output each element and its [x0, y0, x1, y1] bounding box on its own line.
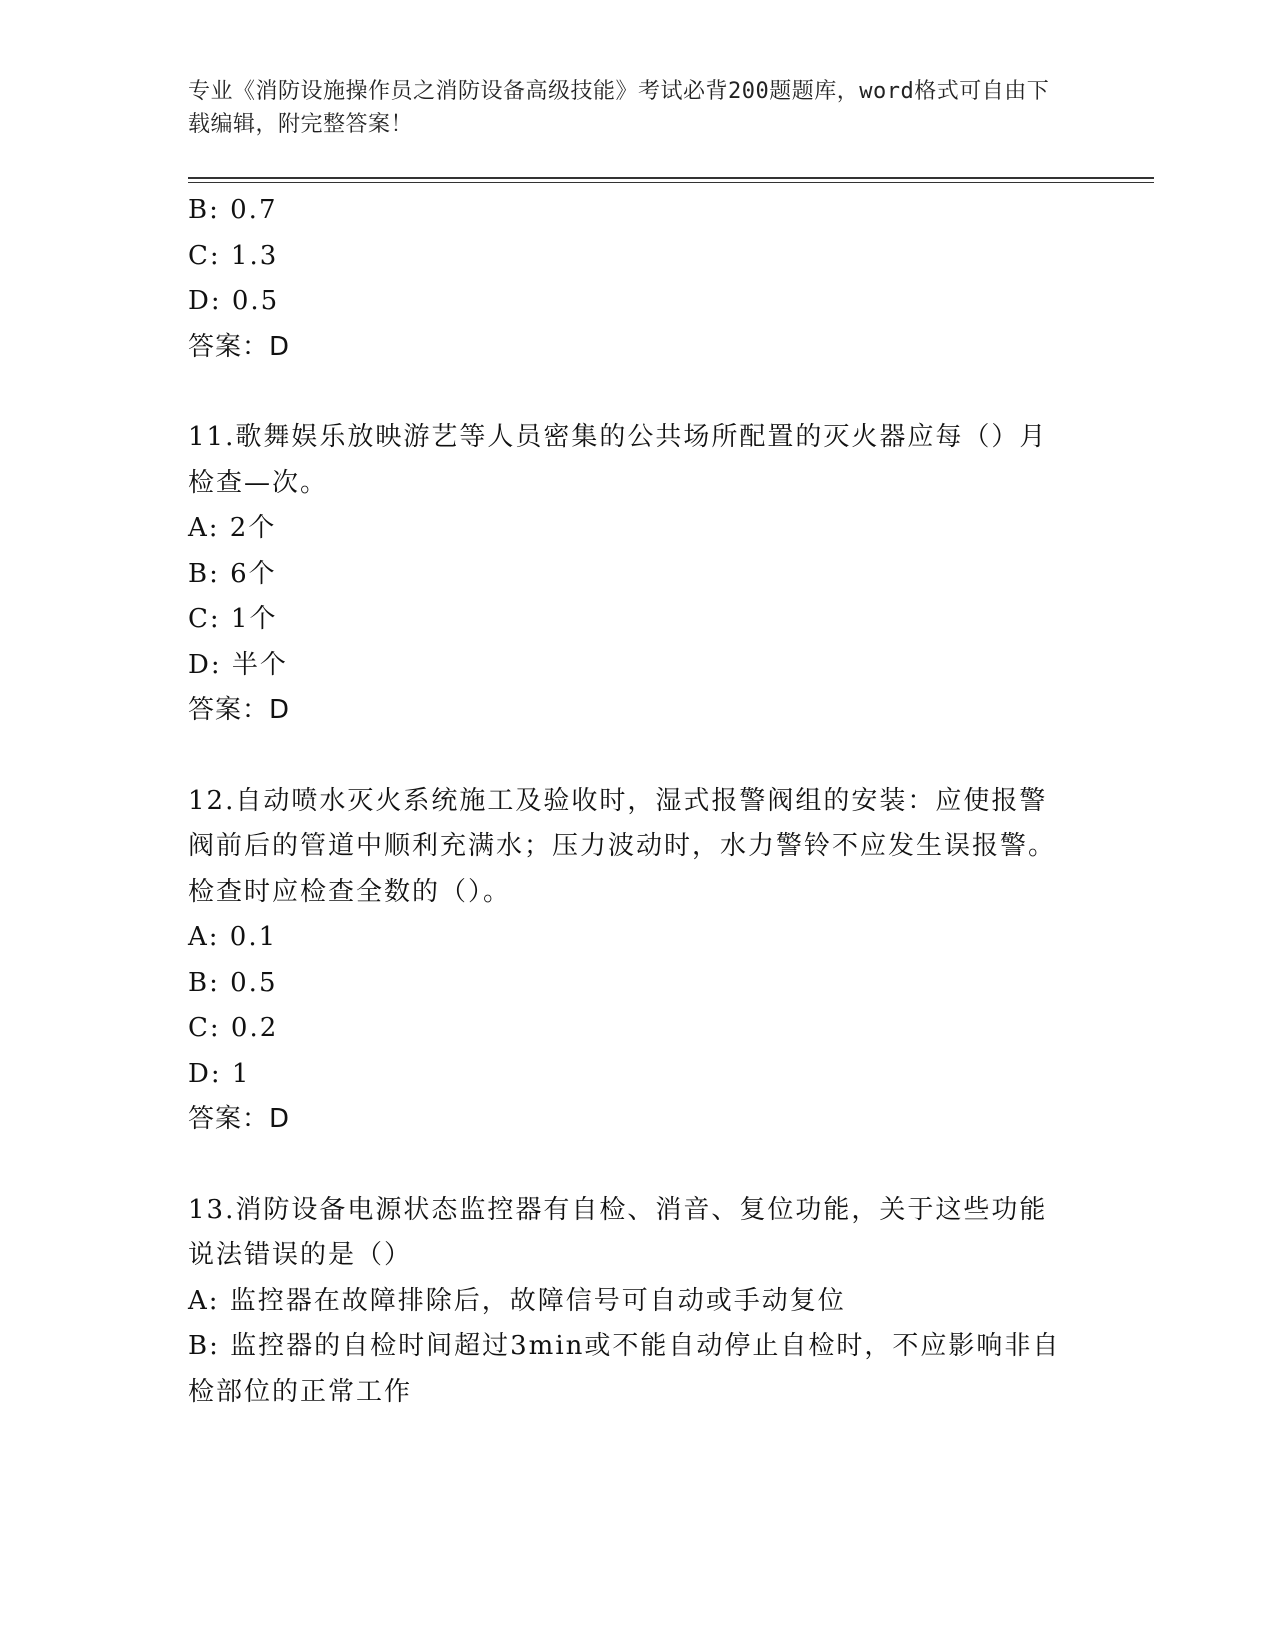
question-12 — [188, 779, 1068, 1143]
spacer — [188, 370, 1068, 415]
option-a: A: 2个 — [188, 513, 277, 543]
option-b: B: 0.5 — [188, 967, 278, 998]
question-text: 12.自动喷水灭火系统施工及验收时，湿式报警阀组的安装：应使报警阀前后的管道中顺利充满水；压力波动时，水力警铃不应发生误报警。检查时应检查全数的（）。 — [188, 785, 1057, 907]
option-a: A: 0.1 — [188, 922, 278, 952]
answer: 答案：D — [188, 331, 291, 362]
question-text: 13.消防设备电源状态监控器有自检、消音、复位功能，关于这些功能说法错误的是（） — [188, 1194, 1048, 1270]
previous-question-block — [188, 188, 1068, 370]
option-b: B: 监控器的自检时间超过3min或不能自动停止自检时，不应影响非自检部位的正常工作 — [188, 1331, 1061, 1407]
answer: 答案：D — [188, 1104, 291, 1134]
answer: 答案：D — [188, 695, 291, 725]
spacer — [188, 1143, 1068, 1188]
option-d: D: 1 — [188, 1058, 251, 1089]
option-d: D: 半个 — [188, 649, 288, 680]
document-header: 专业《消防设施操作员之消防设备高级技能》考试必背200题题库，word格式可自由下载编辑，附完整答案！ — [188, 79, 1050, 137]
option-c: C: 0.2 — [188, 1013, 279, 1043]
option-b: B: 6个 — [188, 558, 277, 589]
question-text: 11.歌舞娱乐放映游艺等人员密集的公共场所配置的灭火器应每（）月检查—次。 — [188, 422, 1048, 498]
question-13 — [188, 1188, 1068, 1416]
spacer — [188, 734, 1068, 779]
question-content — [188, 188, 1068, 1415]
question-11 — [188, 415, 1068, 734]
option-c: C: 1.3 — [188, 240, 279, 271]
header-divider-thin — [188, 182, 1154, 183]
option-b: B: 0.7 — [188, 195, 278, 225]
option-c: C: 1个 — [188, 604, 278, 634]
header-divider — [188, 177, 1154, 179]
option-d: D: 0.5 — [188, 286, 280, 316]
option-a: A: 监控器在故障排除后，故障信号可自动或手动复位 — [188, 1285, 846, 1316]
